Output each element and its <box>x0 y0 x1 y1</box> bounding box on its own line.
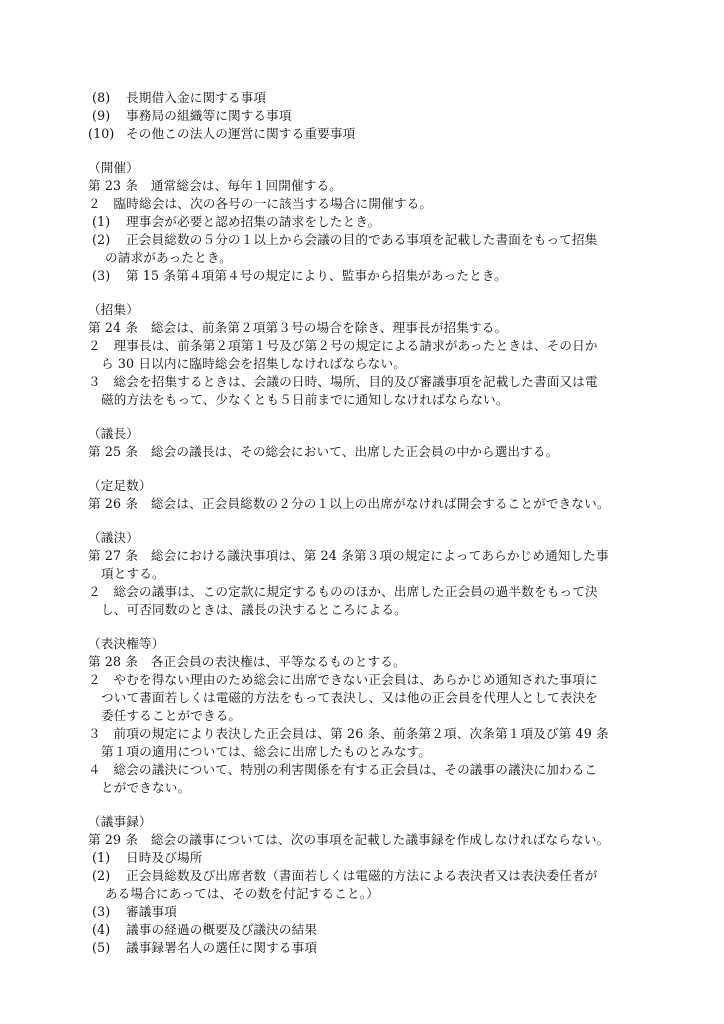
list-item <box>92 940 317 956</box>
section-heading: （招集） <box>88 302 139 317</box>
paragraph-text: ３ 前項の規定により表決した正会員は、第 26 条、前条第２項、次条第１項及び第 49 条 <box>88 726 609 741</box>
section-heading: （議決） <box>88 530 139 545</box>
list-item <box>92 108 292 124</box>
paragraph-continuation: 委任することができる。 <box>101 708 242 723</box>
item-number: (3) <box>92 904 111 919</box>
paragraph-continuation: 第１項の適用については、総会に出席したものとみなす。 <box>101 744 432 759</box>
item-number: (2) <box>92 232 111 247</box>
item-continuation: ある場合にあっては、その数を付記すること。） <box>105 886 379 901</box>
item-text: 第 15 条第４項第４号の規定により、監事から招集があったとき。 <box>126 268 507 283</box>
item-text: 議事の経過の概要及び議決の結果 <box>126 922 318 937</box>
list-item <box>92 90 266 106</box>
list-item <box>92 904 177 920</box>
item-text: その他この法人の運営に関する重要事項 <box>126 126 356 141</box>
item-text: 日時及び場所 <box>126 850 203 865</box>
article-text: 第 28 条 各正会員の表決権は、平等なるものとする。 <box>88 654 406 669</box>
item-text: 審議事項 <box>126 904 177 919</box>
list-item <box>92 214 380 230</box>
item-text: 事務局の組織等に関する事項 <box>126 108 292 123</box>
paragraph-continuation: し、可否同数のときは、議長の決するところによる。 <box>101 602 407 617</box>
item-text: 正会員総数の５分の１以上から会議の目的である事項を記載した書面をもって招集 <box>126 232 598 247</box>
section-heading: （定足数） <box>88 478 152 493</box>
list-item <box>92 232 598 248</box>
item-number: (4) <box>92 922 111 937</box>
item-number: (3) <box>92 268 111 283</box>
article-text: 第 26 条 総会は、正会員総数の２分の１以上の出席がなければ開会することができない。 <box>88 496 610 511</box>
section-heading: （議事録） <box>88 814 152 829</box>
item-number: (10) <box>88 126 115 141</box>
paragraph-text: ３ 総会を招集するときは、会議の日時、場所、目的及び審議事項を記載した書面又は電 <box>88 374 598 389</box>
item-text: 理事会が必要と認め招集の請求をしたとき。 <box>126 214 381 229</box>
list-item <box>88 126 355 142</box>
section-heading: （議長） <box>88 426 139 441</box>
list-item <box>92 850 202 866</box>
paragraph-continuation: とができない。 <box>101 780 191 795</box>
article-text: 第 24 条 総会は、前条第２項第３号の場合を除き、理事長が招集する。 <box>88 320 508 335</box>
paragraph-text: ２ やむを得ない理由のため総会に出席できない正会員は、あらかじめ通知された事項に <box>88 672 598 687</box>
article-continuation: 項とする。 <box>101 566 165 581</box>
item-text: 正会員総数及び出席者数（書面若しくは電磁的方法による表決者又は表決委任者が <box>126 868 598 883</box>
paragraph-continuation: 磁的方法をもって、少なくとも５日前までに通知しなければならない。 <box>101 392 509 407</box>
item-text: 長期借入金に関する事項 <box>126 90 267 105</box>
paragraph-continuation: ついて書面若しくは電磁的方法をもって表決し、又は他の正会員を代理人として表決を <box>101 690 599 705</box>
article-text: 第 29 条 総会の議事については、次の事項を記載した議事録を作成しなければならない。 <box>88 832 610 847</box>
section-heading: （開催） <box>88 160 139 175</box>
article-text: 第 27 条 総会における議決事項は、第 24 条第３項の規定によってあらかじめ通知した事 <box>88 548 609 563</box>
list-item <box>92 922 317 938</box>
item-number: (1) <box>92 214 111 229</box>
list-item <box>92 268 507 284</box>
paragraph-text: ２ 理事長は、前条第２項第１号及び第２号の規定による請求があったときは、その日か <box>88 338 598 353</box>
paragraph-text: ２ 臨時総会は、次の各号の一に該当する場合に開催する。 <box>88 196 433 211</box>
item-number: (8) <box>92 90 111 105</box>
item-continuation: の請求があったとき。 <box>105 250 232 265</box>
article-text: 第 25 条 総会の議長は、その総会において、出席した正会員の中から選出する。 <box>88 444 559 459</box>
item-number: (2) <box>92 868 111 883</box>
item-number: (9) <box>92 108 111 123</box>
paragraph-continuation: ら 30 日以内に臨時総会を招集しなければならない。 <box>101 356 406 371</box>
paragraph-text: ４ 総会の議決について、特別の利害関係を有する正会員は、その議事の議決に加わるこ <box>88 762 598 777</box>
item-number: (1) <box>92 850 111 865</box>
list-item <box>92 868 598 884</box>
section-heading: （表決権等） <box>88 636 165 651</box>
paragraph-text: ２ 総会の議事は、この定款に規定するもののほか、出席した正会員の過半数をもって決 <box>88 584 598 599</box>
article-text: 第 23 条 通常総会は、毎年１回開催する。 <box>88 178 343 193</box>
item-text: 議事録署名人の選任に関する事項 <box>126 940 318 955</box>
item-number: (5) <box>92 940 111 955</box>
